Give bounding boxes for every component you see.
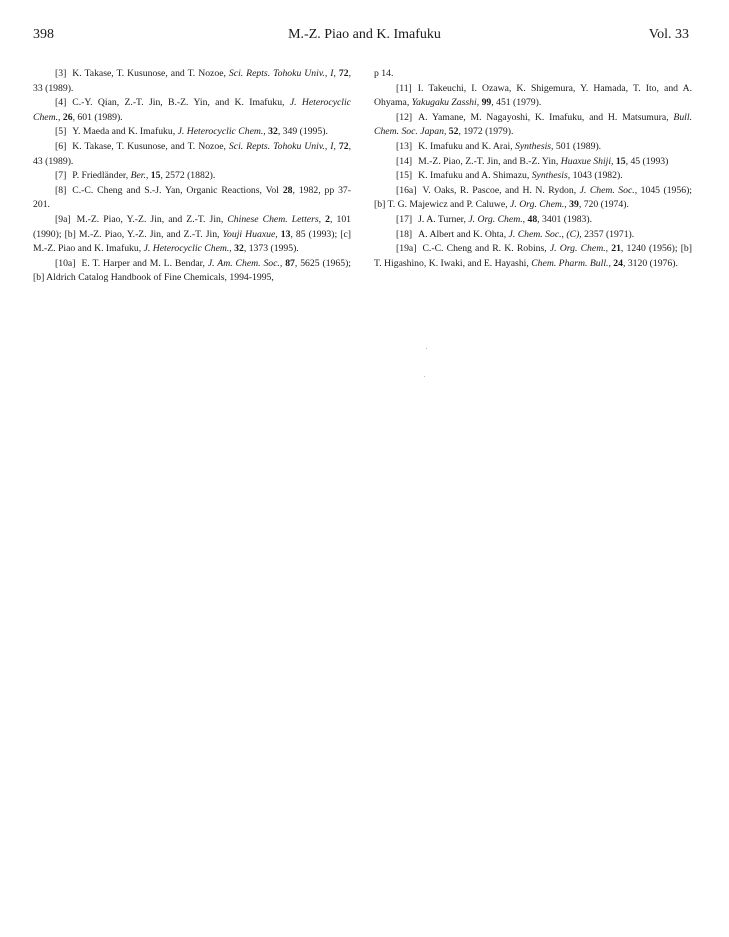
reference-number: [11] [396,82,412,94]
reference-entry [33,169,351,184]
reference-entry [374,140,692,155]
reference-number: [9a] [55,213,71,225]
reference-text: , 451 (1979). [491,97,542,109]
reference-text: K. Takase, T. Kusunose, and T. Nozoe, [72,68,229,79]
reference-text: 2357 (1971). [581,228,635,240]
reference-number: [17] [396,213,413,225]
reference-journal: Yakugaku Zasshi, [411,97,480,109]
reference-continuation: p 14. [374,68,394,79]
reference-text: M.-Z. Piao, Z.-T. Jin, and B.-Z. Yin, [418,155,561,167]
reference-text: C.-C. Cheng and R. K. Robins, [422,243,550,255]
reference-text: P. Friedländer, [72,170,131,182]
reference-entry [374,111,692,140]
reference-text: A. Albert and K. Ohta, [418,228,509,240]
reference-text: , 43 (1989). [33,140,351,167]
reference-text: J. A. Turner, [418,213,469,225]
reference-journal: Youji Huaxue, [222,228,278,240]
reference-volume: 15 [615,155,626,167]
reference-text: 501 (1989). [553,140,602,152]
reference-text: 1043 (1982). [570,170,623,182]
reference-number: [8] [55,184,67,196]
reference-text: , 3120 (1976). [622,257,678,269]
page-number: 398 [33,27,54,42]
reference-text: , 85 (1993); [c] M.-Z. Piao and K. Imafuku, [33,228,351,255]
reference-volume: 32 [234,243,244,255]
reference-number: [10a] [55,257,76,269]
reference-volume: 72 [338,140,349,152]
reference-text: K. Takase, T. Kusunose, and T. Nozoe, [72,140,229,152]
reference-volume: 48 [527,213,538,225]
reference-journal: Bull. Chem. Soc. Japan, [374,111,692,138]
reference-number: [3] [55,68,67,79]
scan-speck [424,376,425,377]
reference-journal: J. Chem. Soc., (C), [508,228,582,240]
scan-speck [426,348,427,349]
reference-text: , 1982, pp 37-201. [33,184,351,211]
reference-text: , 3401 (1983). [537,213,593,225]
reference-journal: J. Heterocyclic Chem., [177,126,266,138]
reference-entry [33,125,351,140]
reference-text: , 1373 (1995). [243,243,299,255]
reference-journal: Huaxue Shiji, [560,155,614,167]
references-right-column [374,67,692,271]
reference-journal: Synthesis, [515,140,554,152]
reference-journal: J. Chem. Soc., [579,184,638,196]
reference-text: C.-C. Cheng and S.-J. Yan, Organic Reactions, Vol [72,184,283,196]
reference-entry [374,169,692,184]
reference-journal: J. Heterocyclic Chem., [143,243,232,255]
reference-volume: 72 [338,68,349,79]
reference-journal: Ber., [130,170,149,182]
reference-entry [33,96,351,125]
reference-number: [12] [396,111,413,123]
reference-volume: 32 [268,126,278,138]
reference-number: [16a] [396,184,417,196]
reference-volume: 52 [448,126,459,138]
reference-text: K. Imafuku and A. Shimazu, [418,170,532,182]
reference-number: [14] [396,155,413,167]
reference-number: [13] [396,140,413,152]
reference-journal: J. Org. Chem., [549,243,609,255]
reference-text: A. Yamane, M. Nagayoshi, K. Imafuku, and H. Matsumura, [418,111,674,123]
reference-text: V. Oaks, R. Pascoe, and H. N. Rydon, [422,184,580,196]
reference-volume: 28 [282,184,293,196]
reference-journal: J. Heterocyclic Chem., [33,97,351,123]
reference-text: E. T. Harper and M. L. Bendar, [81,257,208,269]
reference-number: [18] [396,228,413,240]
reference-text: , 601 (1989). [72,111,123,123]
reference-journal: J. Org. Chem., [510,199,567,211]
reference-text: 1045 (1956); [b] T. G. Majewicz and P. Caluwe, [374,184,692,211]
reference-text: K. Imafuku and K. Arai, [418,140,515,152]
reference-entry [374,155,692,170]
reference-text: , 5625 (1965); [b] Aldrich Catalog Handbook of Fine Chemicals, 1994-1995, [33,257,351,284]
reference-volume: 2 [325,213,330,225]
reference-entry [374,228,692,243]
reference-number: [7] [55,170,67,182]
reference-volume: 21 [611,243,621,255]
reference-volume: 24 [613,257,623,269]
reference-text: C.-Y. Qian, Z.-T. Jin, B.-Z. Yin, and K. Imafuku, [72,97,290,109]
reference-number: [19a] [396,243,417,255]
reference-volume: 87 [285,257,295,269]
volume-label: Vol. 33 [648,27,689,42]
references-left-column [33,67,351,286]
reference-text: Y. Maeda and K. Imafuku, [72,126,178,138]
reference-text: , 101 (1990); [b] M.-Z. Piao, Y.-Z. Jin, and Z.-T. Jin, [33,213,352,240]
reference-text: , 720 (1974). [578,199,629,211]
reference-text: M.-Z. Piao, Y.-Z. Jin, and Z.-T. Jin, [76,213,228,225]
reference-number: [5] [55,126,67,138]
reference-volume: 13 [280,228,291,240]
reference-entry [374,213,692,228]
reference-volume: 99 [481,97,492,109]
reference-entry [374,184,692,213]
reference-journal: Synthesis, [531,170,571,182]
reference-journal: J. Org. Chem., [468,213,526,225]
reference-entry [33,67,351,96]
reference-number: [6] [55,140,67,152]
reference-text: , 33 (1989). [33,68,351,94]
running-head-authors: M.-Z. Piao and K. Imafuku [288,27,441,42]
reference-text: , 349 (1995). [277,126,328,138]
reference-entry [33,213,351,257]
reference-entry [374,242,692,271]
reference-journal: Chem. Pharm. Bull., [531,257,611,269]
reference-entry [33,184,351,213]
reference-text: , 45 (1993) [625,155,669,167]
reference-volume: 39 [569,199,579,211]
references-right-list [374,82,692,272]
reference-journal: Sci. Repts. Tohoku Univ., I, [228,68,336,79]
reference-text: , 2572 (1882). [160,170,216,182]
reference-text: I. Takeuchi, I. Ozawa, K. Shigemura, Y. Hamada, T. Ito, and A. Ohyama, [374,82,692,109]
reference-number: [15] [396,170,413,182]
reference-journal: Chinese Chem. Letters, [227,213,322,225]
reference-text: , 1972 (1979). [458,126,514,138]
reference-text: , 1240 (1956); [b] T. Higashino, K. Iwaki, and E. Hayashi, [374,243,693,269]
reference-journal: Sci. Repts. Tohoku Univ., I, [228,140,336,152]
reference-number: [4] [55,97,67,109]
reference-entry [33,140,351,169]
reference-journal: J. Am. Chem. Soc., [207,257,283,269]
reference-entry [374,82,692,111]
reference-entry [33,257,351,286]
reference-volume: 26 [62,111,73,123]
reference-volume: 15 [150,170,161,182]
